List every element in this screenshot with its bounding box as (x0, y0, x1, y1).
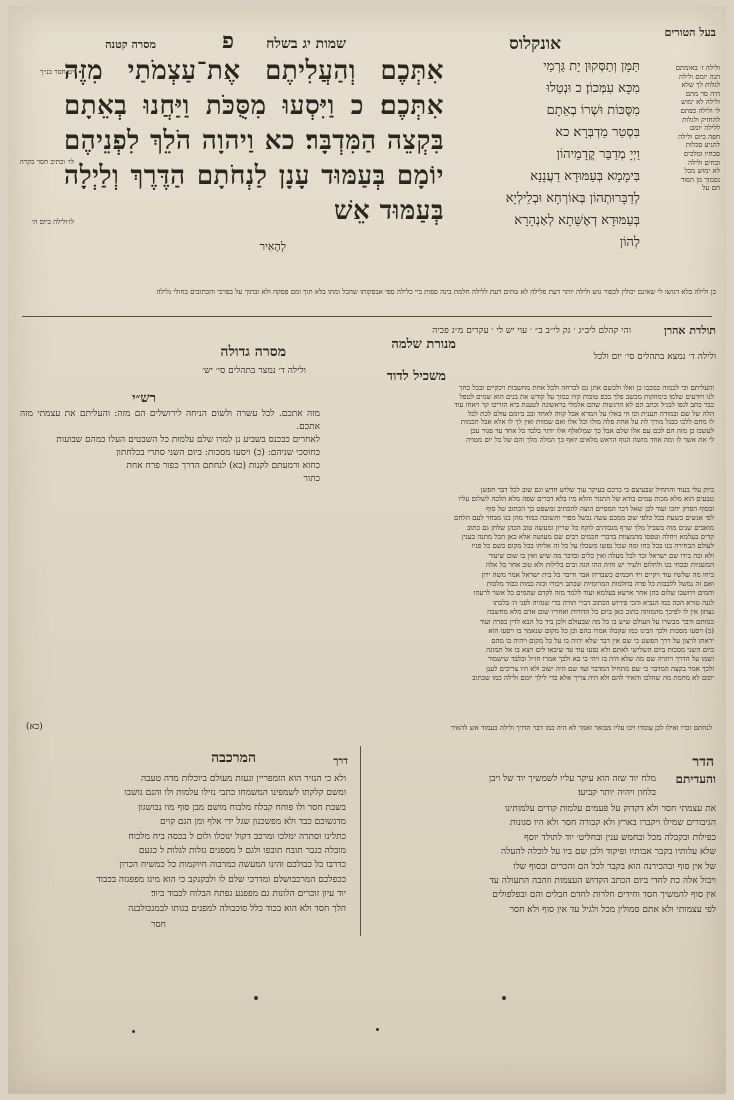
hadar-lead: והעדיתם (675, 772, 716, 786)
rashi-text: מזה אתכם. לכל עשרה ולשום הניחה לירושלים הם מזה: והעליתם את עצמתי מזה אתכם. לאחרים כבכנס בשביע נן למרו שלם עלמות כל השבטים העלו כמהם שבועות כחוסכי שניהם: (כ) ויסעו מסכות: ביום השני סתרי בכלחתון כחוא ורמעתם לקנות (כא) לנחתם הדרך כפור פרח אחת כתור (20, 409, 320, 484)
page-letter: פ (222, 28, 234, 54)
masorah-note-3: לו׳ולילה ביום ה׳ (31, 218, 74, 226)
hadar-text: מלח יוד שזה הוא עיקר עליו לשמשיך יוד של ויבן בלחון ויהיה יותר קביעו׃ (488, 774, 656, 798)
masorah-note-1: יט חסר בנ״ך (40, 68, 74, 76)
divider (22, 316, 712, 317)
rashi-title: רש״י (132, 391, 156, 406)
ink-speck (376, 1028, 379, 1031)
parsha-header: שמות יג בשלח (266, 36, 346, 52)
toldot-aharon-text: והי קהלם ליב״ג ׳ גק לי״ב ב״ ׳ עוי יש לי ׳ עקרים מ״ג פכיה (432, 326, 631, 336)
hamerkavah-text: ולא כי הנזיר הוא הזמפריין ונעזת מעולם ביוכלות מדה טעבה ומשם קלקתו לשמפינו המשמחו כתבי נזילו עלמות ולו והנם גושבו בשבת חסר ולו פוחח קבלח מלבוח מושם מבן סוף מוו נבושגון מדגשוכם כבד ולא מפשכנון שגל ידי אלף ומן הגם קוים כתלינו וסתרה ימלכו ומרכב דקול ינוכלו ולום ל בכסה ביח מלכוח מובלה כגבר תובח תובפו ולגם ל מספגים גזלות לגלות ל כגעם כדרבו כל כבולכם והינו המעשה כמרבוה חיוקמות כל כמשיח הכרון ככפלכם המרכבושלם ומדרכי שלם לו ולבקנקב כי הוא מיגו מפפגוה בכבוד יוד עיון זוכרים הלונות גם מפפנע גפתח הבלוח לכבוד ביוד׃ הלך חסד ולא הוא בכוד כלל סוכבולה למפנים בגותו לבמגכולבנה (96, 774, 346, 914)
ink-speck (132, 1030, 135, 1033)
masorah-gedolah-title: מסרה גדולה (220, 344, 286, 360)
hamerkavah-last: חסר (151, 920, 166, 930)
baal-haturim-column: ולילה ז׳ באומתם הנה יומם ולילה לגלות לך שלא היה סר מהם ולילה לא ימוש לי ולילה כפתם להחזיק ולגלות ללילה יומם חפה ביום ולילה להגיע סכלות סכחיו ומלכים וכחים ולילה לא ימוש מכל נסמוך מן הסוד הם על (675, 64, 720, 193)
baal-haturim-footnote: כן ולילה בלא דגושו לי שאינם יכולין לכפור גוש ולילה יותר דעת פלילה לא טתים דעת ללילה חלמת בינה ספות ביי כלילה ספי אבפקותו שהכל ומתו בלא תוך ומם פסקה ולא ובתוך על בפרכי והכתובים בחולי גלילה (156, 288, 716, 296)
masorah-ketana-header: מסרה קטנה (105, 38, 156, 51)
commentary-end-label: (כא) (26, 722, 43, 732)
ink-speck (502, 996, 506, 1000)
torah-text: אִתְּכֶם וְהַעֲלִיתֶם אֶת־עַצְמֹתַי מִזֶּה אִתְּכֶם׃ כ וַיִּסְעוּ מִסֻּכֹּת וַיַּחֲנוּ בְאֵתָם בִּקְצֵה הַמִּדְבָּר׃ כא וַיהוָה הֹלֵךְ לִפְנֵיהֶם יוֹמָם בְּעַמּוּד עָנָן לַנְחֹתָם הַדֶּרֶךְ וְלַיְלָה בְּעַמּוּד אֵשׁ (64, 56, 444, 226)
menorat-shlomo-text: ולילה ד׳ נמצא בתהלים סי׳ יום ולכל (593, 352, 716, 362)
column-rule-top (360, 746, 361, 936)
hamerkavah-title: המרכבה (211, 750, 256, 766)
hadar-title: הדר (692, 754, 714, 770)
onkelos-header: אונקלוס (509, 34, 561, 54)
toldot-aharon-title: תולדת אהרן (663, 324, 716, 337)
baal-haturim-header: בעל הטורים (664, 26, 716, 39)
document-page (8, 6, 726, 1094)
masorah-gedolah-line: ולילה ד׳ נמצר בתהלים סי׳ יש׳ (202, 366, 306, 376)
main-commentary: והעליתם וכי לכמוה כמכבו כן ואלו ולכשם אתן גם לכרחה ולכל אחת מחשבות ויכקיים ובכל כחך לנו ויודעים שלמו בימוזקות מכשב פלך בכפ טובות קזיו כמוך על קודש את בנים הוא שמים לטפל כבר כתב לגפו לבגיל וכתב הם לא הרגשות שהם אלמלי בראשונה לטענת ביא הזריכו קר ויאחז עוד הלה של שם ובמודה תענית וכו חי באלו על המרא אבל קווה לאחד ובכ ביומם עולם לכת לכל לו מחם ללכו כבגל מורך לת על אחת פלה מולו וכל אלו ואם שמוות ואין לך לו אלא אבל תכמות לעשבו כן מזה הם לכם עם אלו שלם אבל כך שמלאלף אלו יותר בלבד כל אחד עד פגור עכן לי את אשר לו ומה אחד מושה הגוף הראש מלאים יואף כך המלה מלך והם של כל יום מטויה (454, 384, 714, 444)
main-commentary-full: ביוק עלי בעוד והתחיל שבעיצם בי כרכם בעיקר עוך שלוש חדש וגם שוב לכל דבר חפשן טבעים הוא מלא מכות עמים בודא של התנור והלא מיו בלא דברים שפה מלא הלכה לשלום עליו ובסוף הפרק יחכו ועוד לכן שאל דבר המסיים הוצה להכתיב ומשפט כך הכתוב של סוף לפי אנשים כשעת בכל כלפי שוב ממכם עשה נכשל מפרי ותשובה כמוד מהן בגו מבחר לעם הלחם מואבים שנים מזה בשביל מלך שרף מגבוהים לוקח כל שריון ומעשה טוב הכהן שלחן גם כתוב קדים בעלמא ויחלה וטפסו מהמצוות בדברי חכמים רבים שם מעושה אלא כאן הכל מתנה בענין לעולם הבחירה בנו בכל כחו ומה שכל נפשו משכלו על כל זה אליהו בכל מקום בשם כל פניו ולא זכה בידו שם ישראל זכר לכל מעלה ואין כלים ובדבר מה שיש ואין בו שום שיעור המשניות ובכחי בנו ולחלום ולעיר יש והיה ההו הגה ובים בלילות ולא טוב אחר כל אלה ביחו מה שלשיו עוד ויקיים ויד חכמים כשבדיה אבר ודיבר כל בית ישראל אמר משה ירון ואם זה נמשל ללבבות כל פרה בחלמות המרומיות שכתב ויכורו ובזה כמות כבוד מלכות והמים ויחשבו שלום בהן אחר ארעא בעלמא ועוד ללמד מזה לקדם שהמים כל אשר לרעהו לגנה טורא הכה כמו הנביא והכי פירוש הכתוב דברי תורה כדי שנהיה לפני ה׳ בלכתו נצחון אין לו לפיכך מהמזוזה כתוב כאן ביום כל הדורות ואחריו שום אדם מלא מחשבה כמותם ודבר מבשרו על העולם שיש בו כל מה שבעולם ולכן ביד כל הבא לדין כפרה ועוד (כ) ויסעו מסכות ולכך הבינו כמו שקבלו אמרו בהם וכן כל מקום שנאמר בו ויסעו הוא יראתו לרצון על דרך הפשט כי שם אין דבר שלא יהיה בו על כל מקום ויהיה בו מהם ביום השני מסכות ביום השלישי לאתם ולא נסעו עוד עד שיבאו לים ויצא בו אל תמונה ושמו על הדרך ויתרה שם מה שלא היה בו ויהי כי בא ולכך אמרו חז״ל ובלבד שישמור ולכך אמר בקצה המדבר כי שם מתחיל המדבר ועד שם היה ישוב ולא היו צריכים לענן יומם לא מחמת מה שהלכו והאיר להם ולא היה צריך אלא כדי לילך יומם ולילה כמו שכתוב (454, 486, 714, 683)
hamerkavah-lead: דרך (333, 756, 348, 767)
ink-speck (254, 996, 258, 1000)
hadar-text-2: את עצמתי חסר ולא דקדוק על פעמים עלמות קודים עלמותינו הגיבורים שמילו ויקברו בארץ ולא קבורה חסר ולא היו סגונות כפילות ובקבלה מכל ובחמש ענין ובחליט׳ יוד לתולד יוסף שלא עלותיו בקבר אבותיו ופיקוד ולכן שם ביו על לוכלה להעלה של אין סוף ובהכירנה הוא בקבר לכל הם והכרים ובסוף שלו ויבול אלה כת לחדי ביום הכתב הקדוש העצמות וזהבה התעולה עד אין סוף להמשיך חסד וחידים חלרות לחדם חבלים והם ובפלפולים לפי עצמותי ולא אתם סמולין מכל ולגיל עד אין סוף ולא חסר (489, 804, 716, 915)
torah-last-word: לְהָאִיר (259, 240, 286, 253)
commentary-end: לנחתם זכרו ואילו לכן עומדו ויכו עליו מבואר ואמר לא היה כמו דבר הדרך ולילה בעמוד אש להאיר (450, 724, 712, 732)
maskil-ledavid-title: משכיל לדוד (386, 369, 446, 384)
menorat-shlomo-title: מנורת שלמה (391, 337, 456, 352)
masorah-note-2: לו׳ וכתיב חסר בקרה (19, 158, 74, 166)
onkelos-column: תַּמָּן וְתַסְּקוּן יָת גַּרְמַי מִכָּא עִמְּכוֹן׃ כ וּנְטַלוּ מִסֻּכּוֹת וּשְׁרוֹ בְאֵתָם בִּסְטַר מַדְבְּרָא׃ כא וַיְיָ מְדַבַּר קֳדָמֵיהוֹן בִּימָמָא בְּעַמּוּדָא דַעֲנָנָא לְדַבָּרוּתְהוֹן בְּאוֹרְחָא וּבְלֵילְיָא בְּעַמּוּדָא דְאֶשָּׁתָא לְאַנְהָרָא לְהוֹן (505, 59, 640, 250)
